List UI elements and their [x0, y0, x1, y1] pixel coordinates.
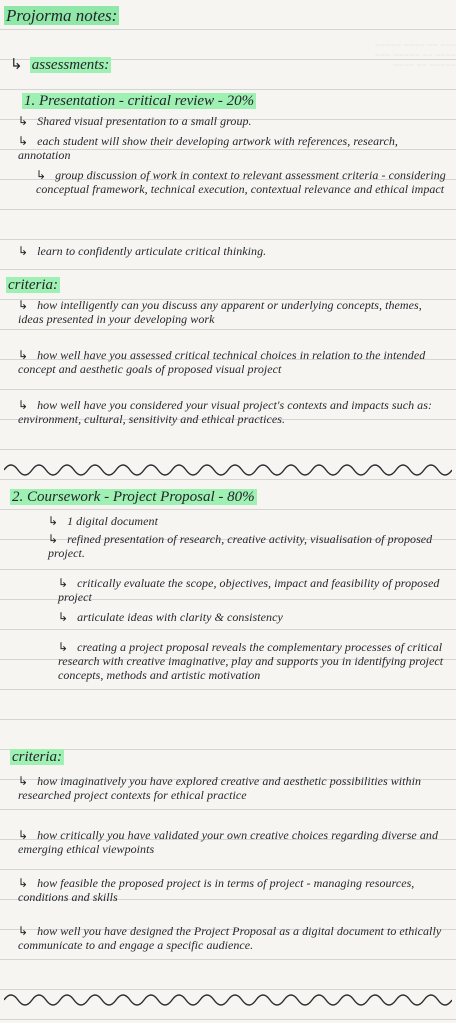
- presentation-heading-text: 1. Presentation - critical review - 20%: [24, 93, 255, 109]
- arrow-icon: ↳: [18, 774, 29, 788]
- presentation-item-text: Shared visual presentation to a small group.: [37, 114, 252, 128]
- criteria-heading-text: criteria:: [8, 277, 58, 293]
- arrow-icon: ↳: [18, 348, 29, 362]
- criteria-heading-text: criteria:: [12, 749, 62, 765]
- coursework-item-3: [58, 576, 446, 604]
- page-title-text: Projorma notes:: [6, 6, 118, 25]
- arrow-icon: ↳: [18, 398, 29, 412]
- criteria-2-item-3: [18, 876, 448, 904]
- presentation-item-text: each student will show their developing artwork with references, research, annotation: [18, 134, 398, 162]
- wave-divider: [4, 990, 452, 1008]
- criteria-item-text: how well you have designed the Project Proposal as a digital document to ethically communicate to and engage a specific audience.: [18, 924, 442, 952]
- arrow-icon: ↳: [18, 134, 29, 148]
- presentation-item-3: [36, 168, 448, 196]
- arrow-icon: ↳: [18, 828, 29, 842]
- arrow-icon: ↳: [58, 610, 69, 624]
- arrow-icon: ↳: [58, 576, 69, 590]
- arrow-icon: ↳: [48, 514, 59, 528]
- arrow-icon: ↳: [18, 298, 29, 312]
- assessments-heading-text: assessments:: [31, 57, 110, 73]
- criteria-item-text: how well have you assessed critical technical choices in relation to the intended concept and aesthetic goals of proposed visual project: [18, 348, 426, 376]
- criteria-item-text: how imaginatively you have explored creative and aesthetic possibilities within researched project contexts for ethical practice: [18, 774, 422, 802]
- wave-divider: [4, 460, 452, 478]
- coursework-item-4: [58, 610, 446, 624]
- coursework-item-text: 1 digital document: [67, 514, 158, 528]
- coursework-item-text: creating a project proposal reveals the complementary processes of critical research with creative imaginative, play and supports you in identifying project concepts, methods and artistic motivation: [58, 640, 444, 682]
- page-title: [4, 6, 119, 26]
- arrow-icon: ↳: [18, 244, 29, 258]
- coursework-item-1: [48, 514, 428, 528]
- presentation-item-text: learn to confidently articulate critical thinking.: [37, 244, 267, 258]
- presentation-heading: [22, 92, 256, 110]
- presentation-item-4: [18, 244, 448, 258]
- arrow-icon: ↳: [58, 640, 69, 654]
- criteria-item-text: how feasible the proposed project is in terms of project - managing resources, conditions and skills: [18, 876, 415, 904]
- presentation-item-text: group discussion of work in context to relevant assessment criteria - considering conceptual framework, technical execution, contextual relevance and ethical impact: [36, 168, 446, 196]
- criteria-2-item-2: [18, 828, 448, 856]
- arrow-icon: ↳: [18, 114, 29, 128]
- criteria-heading-2: [10, 748, 64, 766]
- coursework-heading: [10, 488, 257, 506]
- criteria-heading-1: [6, 276, 60, 294]
- presentation-item-1: [18, 114, 448, 128]
- criteria-2-item-4: [18, 924, 448, 952]
- assessments-heading: [10, 56, 111, 74]
- criteria-1-item-3: [18, 398, 448, 426]
- criteria-1-item-2: [18, 348, 448, 376]
- criteria-1-item-1: [18, 298, 448, 326]
- criteria-2-item-1: [18, 774, 448, 802]
- arrow-icon: ↳: [36, 168, 47, 182]
- arrow-icon: ↳: [18, 876, 29, 890]
- criteria-item-text: how intelligently can you discuss any apparent or underlying concepts, themes, ideas presented in your developing work: [18, 298, 422, 326]
- arrow-icon: ↳: [48, 532, 59, 546]
- arrow-icon: ↳: [18, 924, 29, 938]
- presentation-item-2: [18, 134, 448, 162]
- coursework-item-text: critically evaluate the scope, objectives, impact and feasibility of proposed project: [58, 576, 440, 604]
- criteria-item-text: how well have you considered your visual project's contexts and impacts such as: environment, cultural, sensitivity and ethical practices.: [18, 398, 432, 426]
- arrow-icon: ↳: [10, 57, 23, 73]
- coursework-item-2: [48, 532, 446, 560]
- criteria-item-text: how critically you have validated your own creative choices regarding diverse and emerging ethical viewpoints: [18, 828, 439, 856]
- bleed-through-text: ~~~~~ ~~~~ ~~ ~~~ ~~~ ~~~~~ ~~ ~~~~ ~~~~ ~~ ~~~~~: [374, 40, 456, 70]
- coursework-item-5: [58, 640, 446, 682]
- coursework-item-text: articulate ideas with clarity & consistency: [77, 610, 283, 624]
- coursework-heading-text: 2. Coursework - Project Proposal - 80%: [12, 489, 255, 505]
- coursework-item-text: refined presentation of research, creative activity, visualisation of proposed project.: [48, 532, 433, 560]
